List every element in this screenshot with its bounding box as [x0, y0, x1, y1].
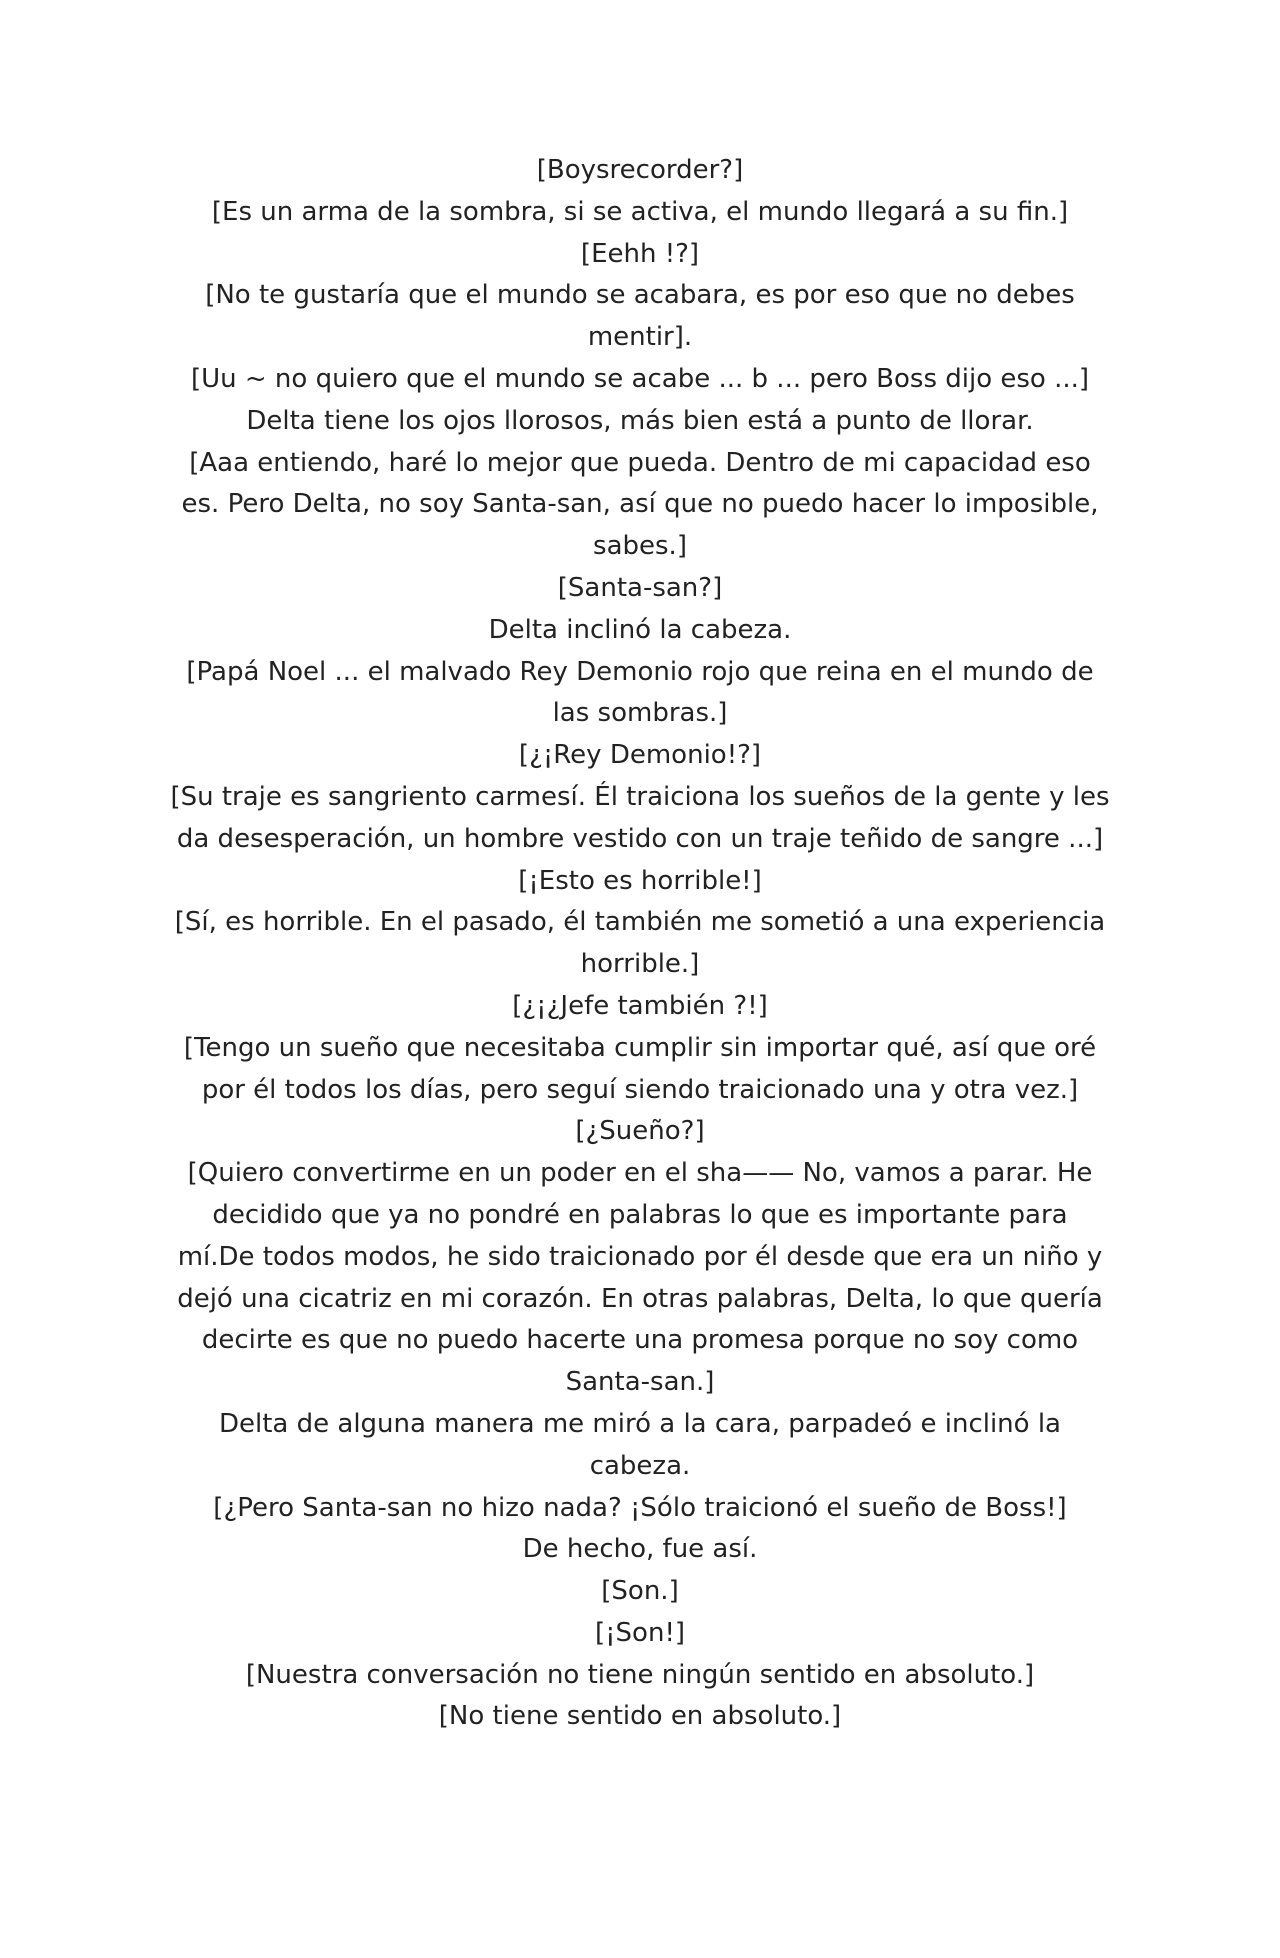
paragraph: [No te gustaría que el mundo se acabara, es por eso que no debes mentir]. — [205, 280, 1075, 353]
paragraph: Delta tiene los ojos llorosos, más bien está a punto de llorar. — [246, 405, 1034, 436]
paragraph: [Santa-san?] — [557, 572, 723, 603]
paragraph: [Aaa entiendo, haré lo mejor que pueda. Dentro de mi capacidad eso es. Pero Delta, no soy Santa-san, así que no puedo hacer lo imposible, sabes.] — [181, 447, 1099, 562]
paragraph: [¿¡¿Jefe también ?!] — [512, 990, 768, 1021]
paragraph: [Boysrecorder?] — [536, 155, 744, 185]
paragraph: [Son.] — [601, 1576, 679, 1607]
paragraph: [Uu ~ no quiero que el mundo se acabe ... b ... pero Boss dijo eso ...] — [190, 363, 1090, 394]
paragraph: [¿Sueño?] — [575, 1116, 705, 1147]
paragraph: [Quiero convertirme en un poder en el sha—— No, vamos a parar. He decidido que ya no pondré en palabras lo que es importante para mí.De todos modos, he sido traicionado por él desde que era un niño y dejó una cicatriz en mi corazón. En otras palabras, Delta, lo que quería decirte es que no puedo hacerte una promesa porque no soy como Santa-san.] — [177, 1158, 1103, 1398]
paragraph: Delta inclinó la cabeza. — [488, 614, 792, 645]
paragraph: [Su traje es sangriento carmesí. Él traiciona los sueños de la gente y les da desesperación, un hombre vestido con un traje teñido de sangre ...] — [170, 781, 1110, 854]
paragraph: [Tengo un sueño que necesitaba cumplir sin importar qué, así que oré por él todos los días, pero seguí siendo traicionado una y otra vez.] — [183, 1032, 1097, 1105]
paragraph: Delta de alguna manera me miró a la cara, parpadeó e inclinó la cabeza. — [218, 1408, 1061, 1481]
paragraph: [¿¡Rey Demonio!?] — [518, 740, 762, 771]
paragraph: [Nuestra conversación no tiene ningún sentido en absoluto.] — [245, 1659, 1035, 1690]
paragraph: [¡Son!] — [594, 1617, 686, 1648]
paragraph: [Eehh !?] — [580, 238, 700, 269]
paragraph: [¡Esto es horrible!] — [518, 865, 762, 896]
paragraph: [No tiene sentido en absoluto.] — [438, 1701, 842, 1732]
body-text — [170, 150, 1110, 1738]
paragraph: [¿Pero Santa-san no hizo nada? ¡Sólo traicionó el sueño de Boss!] — [213, 1492, 1067, 1523]
paragraph: [Sí, es horrible. En el pasado, él también me sometió a una experiencia horrible.] — [174, 907, 1106, 980]
paragraph: [Es un arma de la sombra, si se activa, el mundo llegará a su fin.] — [211, 196, 1069, 227]
paragraph: [Papá Noel ... el malvado Rey Demonio rojo que reina en el mundo de las sombras.] — [186, 656, 1094, 729]
paragraph: De hecho, fue así. — [522, 1534, 758, 1565]
